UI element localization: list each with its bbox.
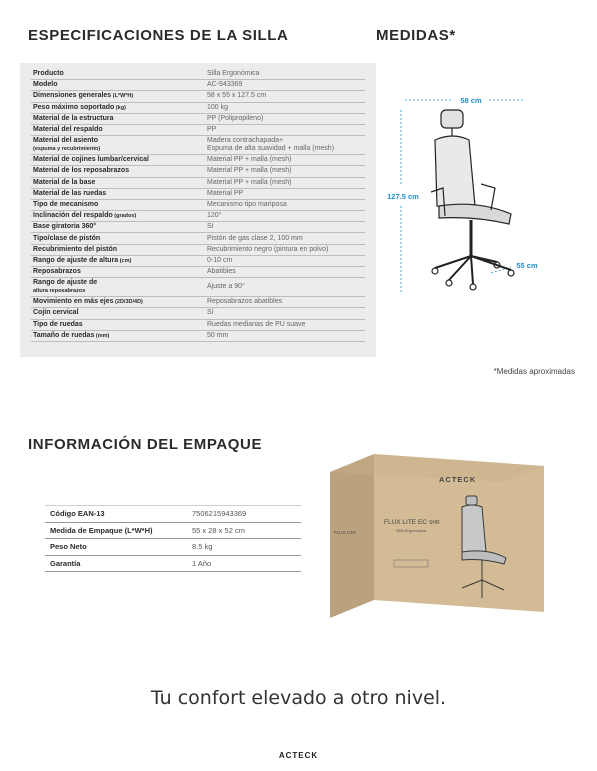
spec-value: PP (Polipropileno) xyxy=(207,114,264,122)
spec-row xyxy=(31,233,365,244)
spec-label-sub: altura reposabrazos xyxy=(33,288,86,295)
spec-row xyxy=(31,211,365,222)
depth-label: 55 cm xyxy=(516,261,538,270)
wheel xyxy=(470,284,476,290)
packaging-value: 1 Año xyxy=(192,558,212,568)
spec-value: Madera contrachapada+ Espuma de alta suavidad + malla (mesh) xyxy=(207,137,335,153)
spec-label: Inclinación del respaldo (grados) xyxy=(33,212,137,220)
spec-row xyxy=(31,320,365,331)
spec-value: 58 x 55 x 127.5 cm xyxy=(207,92,267,100)
spec-label: Material de la estructura xyxy=(33,114,114,122)
spec-row xyxy=(31,114,365,125)
spec-value: Pistón de gas clase 2, 100 mm xyxy=(207,234,303,242)
spec-row xyxy=(31,256,365,267)
headrest xyxy=(441,110,463,128)
packaging-label: Peso Neto xyxy=(50,542,87,552)
packaging-label: Medida de Empaque (L*W*H) xyxy=(50,525,153,535)
height-label: 127.5 cm xyxy=(387,192,419,201)
spec-value: Abatibles xyxy=(207,268,236,276)
spec-row xyxy=(31,297,365,308)
spec-label: Tipo/clase de pistón xyxy=(33,234,101,242)
backrest xyxy=(435,136,475,210)
spec-value: Recubrimiento negro (pintura en polvo) xyxy=(207,245,329,253)
spec-value: Silla Ergonómica xyxy=(207,70,260,78)
star-base xyxy=(435,256,511,284)
box-subtitle: Silla Ergonómica xyxy=(396,528,427,533)
spec-label-unit: (cm) xyxy=(118,257,132,264)
spec-label: Rango de ajuste de altura (cm) xyxy=(33,256,132,264)
spec-label: Material del asiento (espuma y recubrimiento) xyxy=(33,137,101,153)
spec-label-unit: (mm) xyxy=(94,332,110,339)
spec-label-unit: (L*W*H) xyxy=(111,93,134,100)
spec-value: Sí xyxy=(207,309,214,317)
spec-row xyxy=(31,267,365,278)
spec-value: Reposabrazos abatibles xyxy=(207,298,283,306)
spec-row xyxy=(31,278,365,297)
spec-label: Material de la base xyxy=(33,178,96,186)
spec-label: Material de las ruedas xyxy=(33,189,107,197)
spec-label-sub: (espuma y recubrimiento) xyxy=(33,146,101,153)
chair-diagram xyxy=(383,88,555,308)
box-side-label: FLUX LITE xyxy=(334,530,357,535)
approximate-note: *Medidas aproximadas xyxy=(493,367,575,376)
tagline: Tu confort elevado a otro nivel. xyxy=(150,687,447,709)
packaging-row xyxy=(45,505,301,523)
spec-value: AC-943369 xyxy=(207,81,243,89)
footer-brand-logo: ACTECK xyxy=(278,751,319,760)
spec-label: Dimensiones generales (L*W*H) xyxy=(33,92,134,100)
spec-value: 50 mm xyxy=(207,331,229,339)
spec-value: 100 kg xyxy=(207,103,229,111)
spec-label: Recubrimiento del pistón xyxy=(33,245,118,253)
packaging-label: Garantía xyxy=(50,558,81,568)
packaging-heading: INFORMACIÓN DEL EMPAQUE xyxy=(28,436,263,453)
chair-illustration xyxy=(431,110,514,290)
spec-value: Material PP xyxy=(207,189,244,197)
spec-label: Rango de ajuste de altura reposabrazos xyxy=(33,279,98,295)
spec-row xyxy=(31,200,365,211)
packaging-value: 7506215943369 xyxy=(192,509,247,519)
width-label: 58 cm xyxy=(460,96,482,105)
product-box-image xyxy=(322,452,547,622)
spec-row xyxy=(31,331,365,342)
packaging-value: 8.5 kg xyxy=(192,542,213,552)
spec-row xyxy=(31,155,365,166)
packaging-row xyxy=(45,556,301,573)
packaging-row xyxy=(45,539,301,556)
spec-label: Tipo de ruedas xyxy=(33,320,83,328)
spec-row xyxy=(31,308,365,319)
spec-label-unit: (2D/3D/4D) xyxy=(113,299,143,306)
packaging-row xyxy=(45,523,301,540)
spec-row xyxy=(31,222,365,233)
spec-label: Material del respaldo xyxy=(33,126,103,134)
spec-row xyxy=(31,178,365,189)
specs-table xyxy=(31,69,365,342)
specs-heading: ESPECIFICACIONES DE LA SILLA xyxy=(28,27,289,44)
box-product-suffix: SHR xyxy=(429,520,440,526)
seat xyxy=(439,204,511,224)
spec-value: PP xyxy=(207,126,217,134)
spec-value: Material PP + malla (mesh) xyxy=(207,178,292,186)
spec-row xyxy=(31,136,365,155)
box-product-name: FLUX LITE EC xyxy=(384,519,427,526)
spec-row xyxy=(31,189,365,200)
box-brand: ACTECK xyxy=(439,475,477,484)
packaging-value: 55 x 28 x 52 cm xyxy=(192,525,245,535)
spec-value: Mecanismo tipo mariposa xyxy=(207,200,287,208)
spec-label: Reposabrazos xyxy=(33,268,81,276)
spec-label-unit: (kg) xyxy=(114,104,126,111)
spec-row xyxy=(31,91,365,102)
measures-heading: MEDIDAS* xyxy=(376,27,456,44)
wheel xyxy=(432,268,438,274)
spec-row xyxy=(31,125,365,136)
spec-row xyxy=(31,166,365,177)
spec-label: Tamaño de ruedas (mm) xyxy=(33,331,110,339)
spec-row xyxy=(31,80,365,91)
spec-row xyxy=(31,69,365,80)
spec-label: Material de los reposabrazos xyxy=(33,167,130,175)
wheel xyxy=(446,280,452,286)
spec-row xyxy=(31,103,365,114)
packaging-label: Código EAN-13 xyxy=(50,509,105,519)
spec-value: 0-10 cm xyxy=(207,256,233,264)
spec-label: Cojín cervical xyxy=(33,309,79,317)
spec-label: Tipo de mecanismo xyxy=(33,200,99,208)
spec-label: Material de cojines lumbar/cervical xyxy=(33,156,149,164)
spec-label: Movimiento en más ejes (2D/3D/4D) xyxy=(33,298,143,306)
spec-label: Peso máximo soportado (kg) xyxy=(33,103,126,111)
spec-value: Material PP + malla (mesh) xyxy=(207,156,292,164)
box-side-face xyxy=(330,454,374,618)
spec-row xyxy=(31,245,365,256)
spec-label: Producto xyxy=(33,70,64,78)
spec-value: 120° xyxy=(207,212,222,220)
spec-label: Base giratoria 360° xyxy=(33,223,97,231)
wheel xyxy=(508,270,514,276)
spec-value: Ruedas medianas de PU suave xyxy=(207,320,306,328)
spec-label: Modelo xyxy=(33,81,58,89)
spec-value: Material PP + malla (mesh) xyxy=(207,167,292,175)
spec-value: Sí xyxy=(207,223,214,231)
spec-value: Ajuste a 90° xyxy=(207,283,245,291)
spec-label-unit: (grados) xyxy=(112,213,137,220)
packaging-table xyxy=(45,505,301,572)
